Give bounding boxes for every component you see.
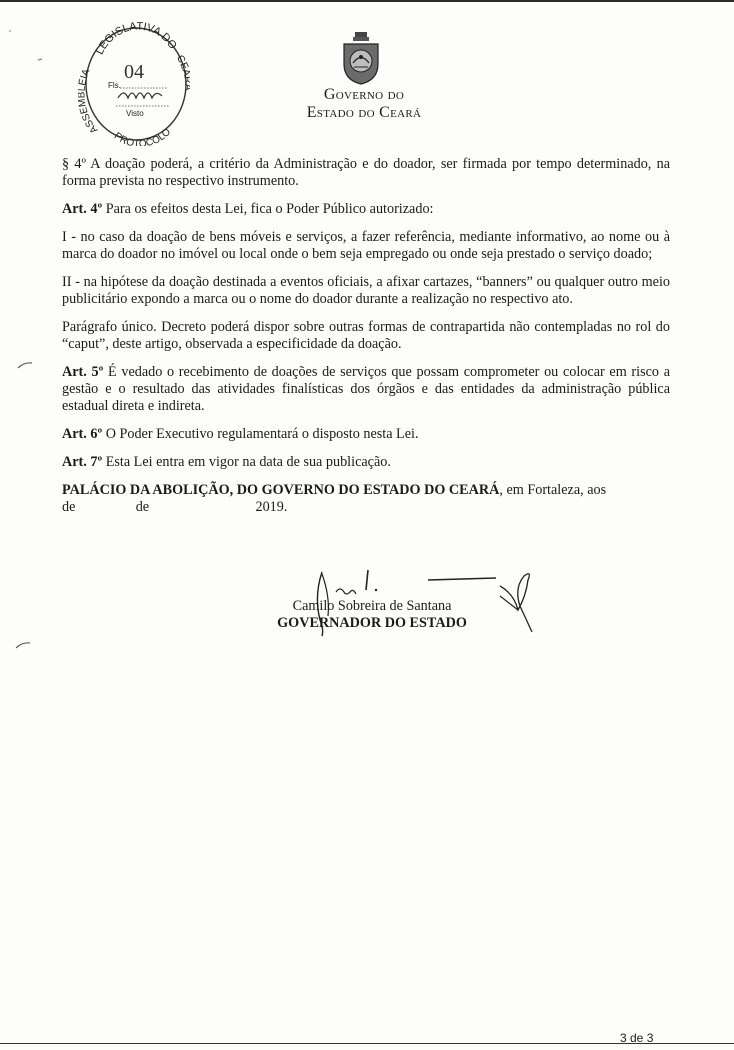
svg-text:PROTOCOLO [112, 126, 173, 146]
paragraph: Art. 5º É vedado o recebimento de doações de serviços que possam comprometer ou colocar em risco a gestão e o resultado das atividades finalísticas dos órgãos e das entidades da administração pública estadual direta e indireta. [62, 364, 671, 414]
stamp-scribble [118, 93, 162, 98]
paragraph: § 4º A doação poderá, a critério da Administração e do doador, ser firmada por tempo determinado, na forma prevista no respectivo instrumento. [62, 156, 670, 189]
signatory-title: GOVERNADOR DO ESTADO [277, 615, 467, 631]
header-line-1: Governo do [323, 86, 405, 103]
closing-paragraph: PALÁCIO DA ABOLIÇÃO, DO GOVERNO DO ESTADO DO CEARÁ, em Fortaleza, aos de de 2019. [62, 482, 607, 515]
svg-text:ASSEMBLÉIA [78, 67, 100, 135]
stamp-left-text: ASSE ÉIA [78, 67, 101, 136]
document-body [62, 156, 670, 516]
header-line-2: Estado do Ceará [306, 104, 422, 121]
paragraph: Art. 7º Esta Lei entra em vigor na data de sua publicação. [62, 454, 391, 470]
paragraph: Parágrafo único. Decreto poderá dispor sobre outras formas de contrapartida não contempladas no rol do “caput”, deste artigo, observada a especificidade da doação. [62, 319, 670, 352]
state-crest-icon [340, 30, 382, 86]
paragraph: I - no caso da doação de bens móveis e serviços, a fazer referência, mediante informativo, ao nome ou à marca do doador no imóvel ou local onde o bem seja empregado ou onde seja prestado o serviço doado; [62, 229, 670, 262]
svg-text:LEGISLATIVA DO [94, 20, 179, 56]
stamp-top-text: LEGISLATIVA DO [93, 20, 179, 57]
top-border [0, 0, 734, 2]
government-header [284, 86, 444, 122]
paragraph: II - na hipótese da doação destinada a eventos oficiais, a afixar cartazes, “banners” ou qualquer outro meio publicitário expondo a marca ou o nome do doador durante a realização no respectivo ato. [62, 274, 670, 307]
paragraph: Art. 6º O Poder Executivo regulamentará o disposto nesta Lei. [62, 426, 419, 442]
stamp-fls-label: Fls. [108, 81, 121, 90]
paragraph: Art. 4º Para os efeitos desta Lei, fica o Poder Público autorizado: [62, 201, 434, 217]
stamp-right-text: CE [173, 53, 190, 72]
closing-title: PALÁCIO DA ABOLIÇÃO, DO GOVERNO DO ESTADO DO CEARÁ [62, 482, 500, 498]
signature-block [262, 598, 482, 632]
page-number: 3 de 3 [620, 1031, 654, 1045]
stamp-bottom-text: PROTOCOLO [111, 126, 174, 146]
date-line: de de 2019. [62, 499, 288, 515]
signatory-name: Camilo Sobreira de Santana [292, 598, 452, 614]
stamp-visto-label: Visto [126, 109, 144, 118]
svg-text:CEARÁ [174, 53, 190, 90]
stamp-graphic [78, 20, 190, 146]
protocol-stamp [78, 20, 190, 146]
stamp-number: 04 [124, 61, 144, 83]
